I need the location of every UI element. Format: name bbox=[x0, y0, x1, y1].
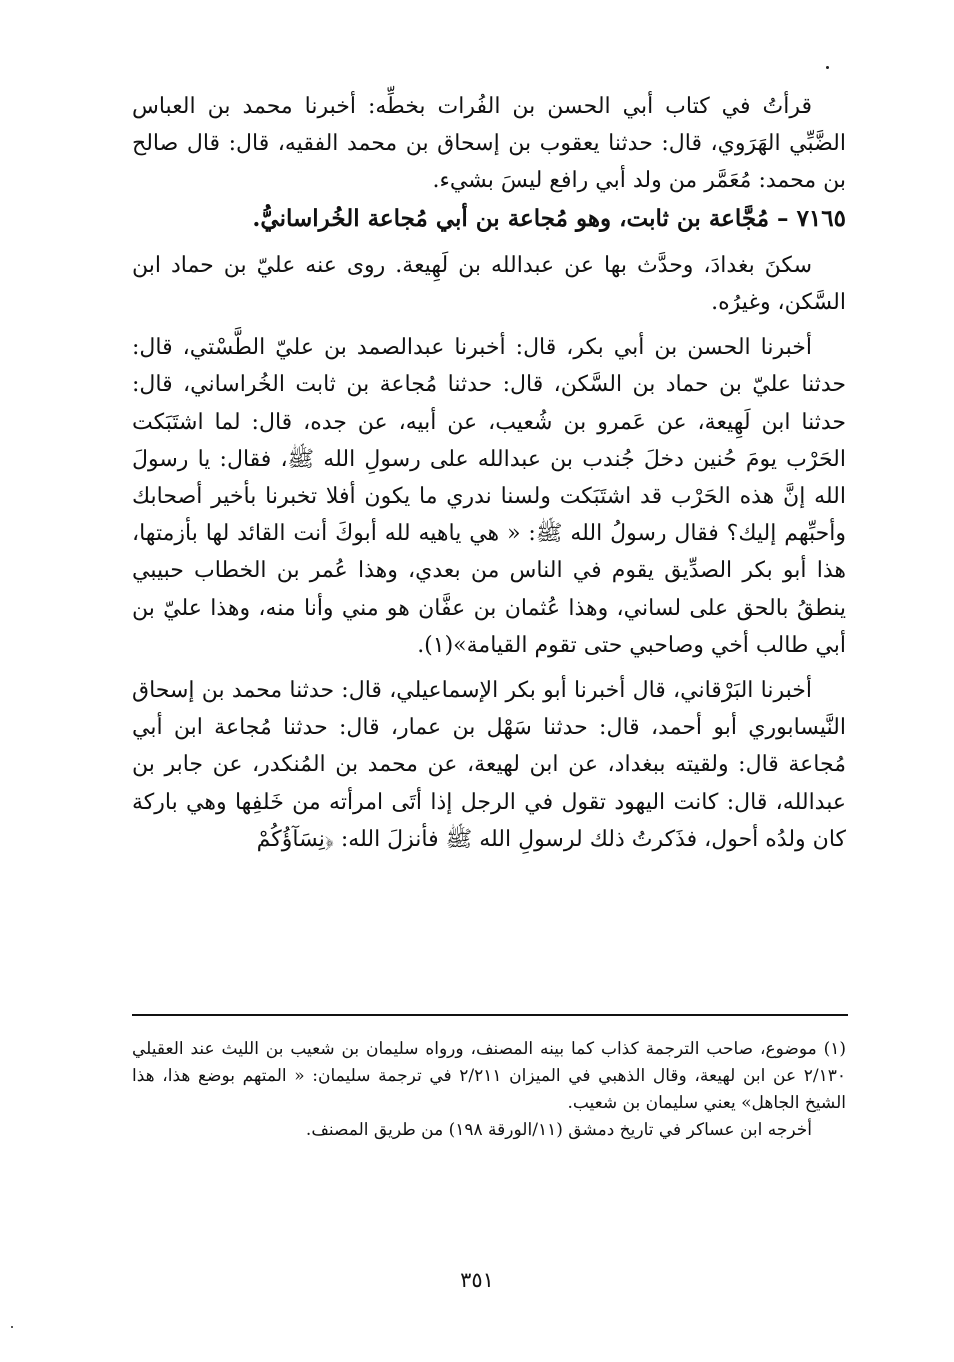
page-number: ٣٥١ bbox=[460, 1268, 494, 1292]
paragraph-reading-note: قرأتُ في كتاب أبي الحسن بن الفُرات بخطِّه: أخبرنا محمد بن العباس الضَّبِّي الهَرَوي، قال: حدثنا يعقوب بن إسحاق بن محمد الفقيه، قال: قال صالح بن محمد: مُعَمَّر من ولد أبي رافع ليسَ بشيء. bbox=[132, 94, 846, 194]
footnotes bbox=[132, 1036, 846, 1144]
footnote-1: (١) موضوع، صاحب الترجمة كذاب كما بينه المصنف، ورواه سليمان بن شعيب بن الليث عند العقيلي ٢/١٣٠ عن ابن لهيعة، وقال الذهبي في الميزان ٢/٢١١ في ترجمة سليمان: « المتهم بوضع هذا، هذا الشيخ الجاهل» يعني سليمان بن شعيب. bbox=[132, 1039, 846, 1113]
footnote-separator bbox=[132, 1014, 848, 1016]
scan-speck bbox=[826, 66, 829, 69]
scan-speck bbox=[11, 1326, 13, 1328]
paragraph-hadith-hunayn: أخبرنا الحسن بن أبي بكر، قال: أخبرنا عبدالصمد بن عليّ الطَّسْتي، قال: حدثنا عليّ بن حماد بن السَّكن، قال: حدثنا مُجاعة بن ثابت الخُراساني، قال: حدثنا ابن لَهِيعة، عن عَمرو بن شُعيب، عن أبيه، عن جده، قال: لما اشتَبَكت الحَرْب يومَ حُنين دخلَ جُندب بن عبدالله على رسولِ الله ﷺ، فقال: يا رسولَ الله إنَّ هذه الحَرْب قد اشتَبَكت ولسنا ندري ما يكون أفلا تخبرنا بأخير أصحابك وأحبِّهم إليك؟ فقال رسولُ الله ﷺ: « هي ياهيه لله أبوكَ أنت القائد لها بأزمتها، هذا أبو بكر الصدِّيق يقوم في الناس من بعدي، وهذا عُمر بن الخطاب حبيبي ينطقُ بالحق على لساني، وهذا عُثمان بن عفَّان هو مني وأنا منه، وهذا عليّ بن أبي طالب أخي وصاحبي حتى تقوم القيامة»(١). bbox=[132, 335, 846, 658]
main-text bbox=[132, 88, 846, 858]
entry-heading: ٧١٦٥ – مُجَّاعة بن ثابت، وهو مُجاعة بن أبي مُجاعة الخُراسانيُّ. bbox=[252, 204, 846, 232]
paragraph-hadith-jabir: أخبرنا البَرْقاني، قال أخبرنا أبو بكر الإسماعيلي، قال: حدثنا محمد بن إسحاق النَّيسابوري أبو أحمد، قال: حدثنا سَهْل بن عمار، قال: حدثنا مُجاعة ابن أبي مُجاعة قال: ولقيته ببغداد، عن ابن لهيعة، عن محمد بن المُنكدر، عن جابر بن عبدالله، قال: كانت اليهود تقول في الرجل إذا أتَى امرأته من خَلفِها وهي باركة كان ولدُه أحول، فذَكرتُ ذلك لرسولِ الله ﷺ فأنزلَ الله: ﴿نِسَآؤُكُمْ bbox=[132, 678, 846, 852]
footnote-1-continuation: أخرجه ابن عساكر في تاريخ دمشق (١١/الورقة ١٩٨) من طريق المصنف. bbox=[305, 1120, 812, 1140]
paragraph-biography: سكنَ بغدادَ، وحدَّث بها عن عبدالله بن لَهِيعة. روى عنه عليّ بن حماد ابن السَّكن، وغيرُه. bbox=[132, 252, 846, 316]
